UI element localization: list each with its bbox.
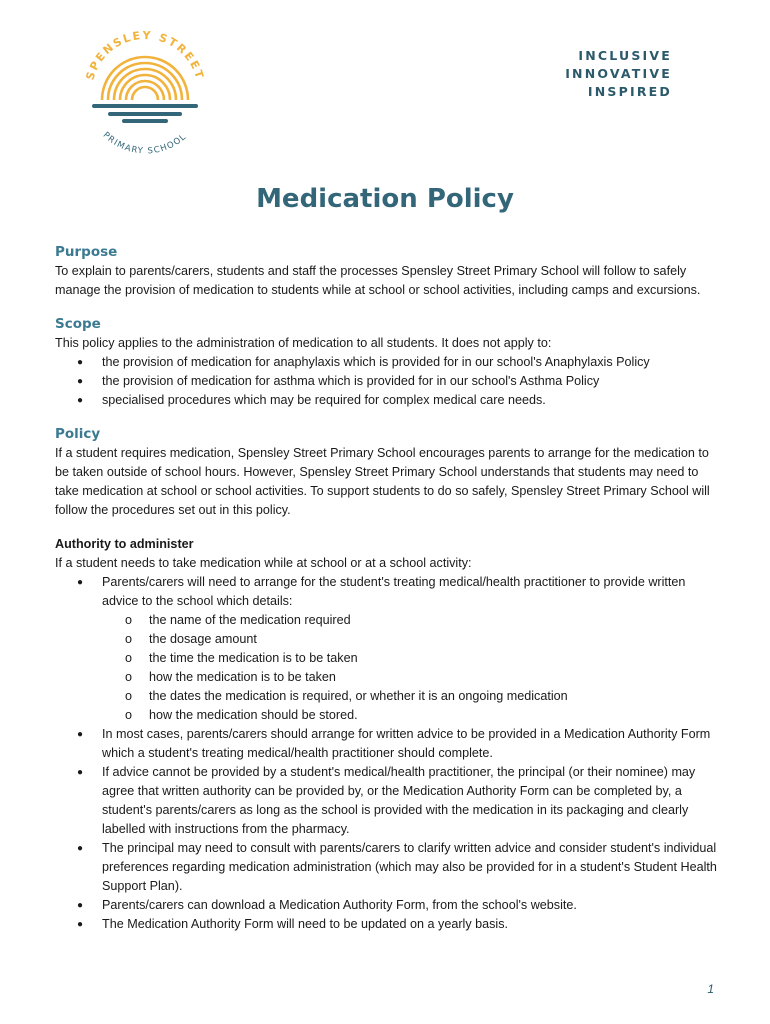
sub-list-item: o the dosage amount: [55, 630, 720, 649]
policy-section: [55, 425, 720, 520]
tagline-line: INSPIRED: [587, 84, 672, 99]
list-item: ● In most cases, parents/carers should arrange for written advice to be provided in a Medication Authority Form which a student's treating medical/health practitioner should complete.: [55, 725, 720, 763]
page-title: Medication Policy: [256, 184, 514, 214]
list-item: ● The Medication Authority Form will need to be updated on a yearly basis.: [55, 915, 720, 934]
sub-list-item: o how the medication is to be taken: [55, 668, 720, 687]
school-tagline: [565, 47, 672, 101]
list-item: ● specialised procedures which may be required for complex medical care needs.: [55, 391, 720, 410]
list-item: ● Parents/carers can download a Medication Authority Form, from the school's website.: [55, 896, 720, 915]
scope-intro: This policy applies to the administration of medication to all students. It does not apply to:: [55, 336, 552, 350]
sub-list-item: o the dates the medication is required, or whether it is an ongoing medication: [55, 687, 720, 706]
authority-heading: Authority to administer: [55, 537, 194, 551]
sub-list-item: o the time the medication is to be taken: [55, 649, 720, 668]
purpose-text: To explain to parents/carers, students and staff the processes Spensley Street Primary School will follow to safely manage the provision of medication to students while at school or school activities, including camps and excursions.: [55, 264, 701, 297]
policy-text: If a student requires medication, Spensley Street Primary School encourages parents to arrange for the medication to be taken outside of school hours. However, Spensley Street Primary School understands that students may need to take medication at school or school activities. To support students to do so safely, Spensley Street Primary School will follow the procedures set out in this policy.: [55, 446, 710, 517]
scope-section: [55, 315, 720, 410]
logo-bottom-text: PRIMARY SCHOOL: [100, 130, 189, 157]
authority-list: [55, 573, 720, 934]
tagline-line: INCLUSIVE: [578, 48, 672, 63]
document-body: [55, 243, 720, 934]
scope-heading: Scope: [55, 316, 101, 332]
page-number: 1: [707, 982, 714, 996]
list-item: ● Parents/carers will need to arrange for the student's treating medical/health practitioner to provide written advice to the school which details:: [55, 573, 720, 611]
logo-arc-text: SPENSLEY STREET: [83, 30, 207, 82]
list-item: ● The principal may need to consult with parents/carers to clarify written advice and consider student's individual preferences regarding medication administration (which may also be provided for in a student's Student Health Support Plan).: [55, 839, 720, 896]
purpose-section: [55, 243, 720, 300]
policy-heading: Policy: [55, 426, 101, 442]
list-item: ● the provision of medication for asthma which is provided for in our school's Asthma Policy: [55, 372, 720, 391]
scope-list: [55, 353, 720, 410]
purpose-heading: Purpose: [55, 244, 118, 260]
authority-section: [55, 535, 720, 934]
tagline-line: INNOVATIVE: [565, 66, 672, 81]
sub-list-item: o how the medication should be stored.: [55, 706, 720, 725]
list-item: ● If advice cannot be provided by a student's medical/health practitioner, the principal (or their nominee) may agree that written authority can be provided by, or the Medication Authority Form can be completed by, a student's parents/carers as long as the school is provided with the medication in its packaging and clearly labelled with instructions from the pharmacy.: [55, 763, 720, 839]
sub-list-item: o the name of the medication required: [55, 611, 720, 630]
school-logo: [80, 30, 210, 162]
list-item: ● the provision of medication for anaphylaxis which is provided for in our school's Anaphylaxis Policy: [55, 353, 720, 372]
svg-text:PRIMARY SCHOOL: [101, 130, 189, 156]
authority-intro: If a student needs to take medication while at school or at a school activity:: [55, 556, 472, 570]
